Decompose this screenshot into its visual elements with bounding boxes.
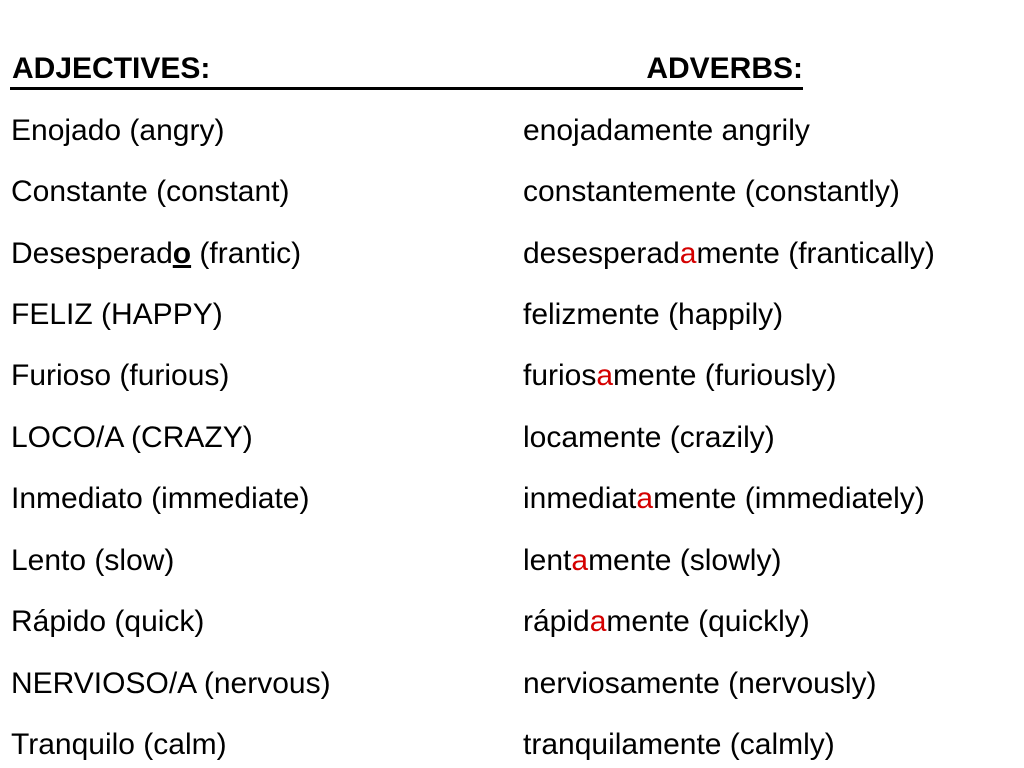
word-row <box>0 727 1024 767</box>
adjective-text: LOCO/A (CRAZY) <box>11 421 253 454</box>
column-header <box>10 50 803 90</box>
word-row <box>0 604 1024 644</box>
adjective-text: Constante (constant) <box>11 175 290 208</box>
adverb-text: locamente (crazily) <box>523 421 775 454</box>
word-row <box>0 236 1024 276</box>
adjective-text: Desesperado (frantic) <box>11 237 302 270</box>
adverb-text: enojadamente angrily <box>523 114 810 147</box>
adverb-text: desesperadamente (frantically) <box>523 237 935 270</box>
word-row <box>0 174 1024 214</box>
word-row <box>0 358 1024 398</box>
word-row <box>0 543 1024 583</box>
word-row <box>0 481 1024 521</box>
adverb-text: felizmente (happily) <box>523 298 784 331</box>
adverb-text: rápidamente (quickly) <box>523 605 810 638</box>
adjective-text: Furioso (furious) <box>11 359 230 392</box>
adverb-text: constantemente (constantly) <box>523 175 900 208</box>
adverbs-heading: ADVERBS: <box>646 52 803 85</box>
word-row <box>0 420 1024 460</box>
word-row <box>0 113 1024 153</box>
adjective-text: Inmediato (immediate) <box>11 482 310 515</box>
adjective-text: FELIZ (HAPPY) <box>11 298 223 331</box>
adjectives-heading: ADJECTIVES: <box>12 52 211 85</box>
word-row <box>0 666 1024 706</box>
adjective-text: Tranquilo (calm) <box>11 728 227 761</box>
adverb-text: tranquilamente (calmly) <box>523 728 835 761</box>
adverb-text: inmediatamente (immediately) <box>523 482 925 515</box>
adverb-text: lentamente (slowly) <box>523 544 782 577</box>
adverb-text: nerviosamente (nervously) <box>523 667 877 700</box>
adjective-text: NERVIOSO/A (nervous) <box>11 667 331 700</box>
adjective-text: Rápido (quick) <box>11 605 205 638</box>
adjective-text: Enojado (angry) <box>11 114 225 147</box>
adjective-text: Lento (slow) <box>11 544 175 577</box>
word-row <box>0 297 1024 337</box>
adverb-text: furiosamente (furiously) <box>523 359 837 392</box>
